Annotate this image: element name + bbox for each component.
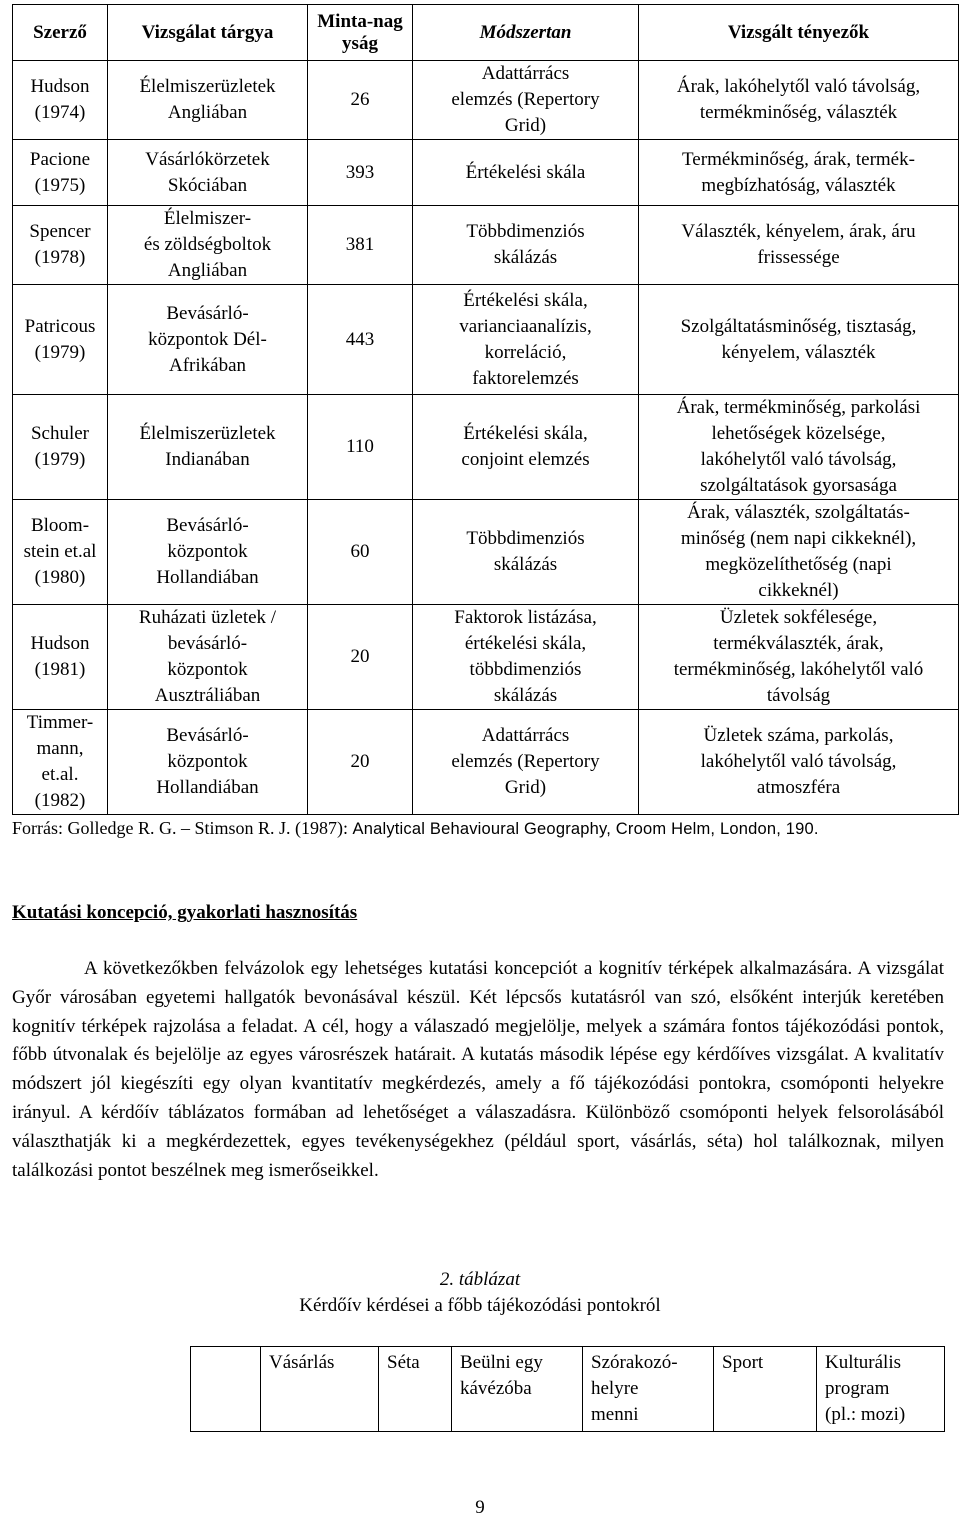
source-prefix: Forrás: Golledge R. G. – Stimson R. J. (1987): [12, 818, 353, 838]
cell-line: Élelmiszerüzletek [139, 76, 276, 97]
cell-line: Hudson [30, 76, 90, 97]
cell-line: lakóhelytől való távolság, [700, 449, 897, 470]
questionnaire-cell [817, 1347, 945, 1432]
cell-line: (1979) [34, 341, 86, 363]
cell-line: Üzletek sokfélesége, [719, 607, 878, 628]
table-row [13, 395, 959, 500]
cell-subject [108, 206, 308, 285]
cell-line: menni [591, 1404, 639, 1425]
cell-line: (1978) [34, 247, 86, 268]
cell-line: Üzletek száma, parkolás, [703, 725, 894, 746]
questionnaire-cell [379, 1347, 452, 1432]
cell-line: Hollandiában [156, 777, 259, 798]
cell-line: cikkeknél) [758, 580, 839, 601]
header-sample [308, 5, 413, 61]
cell-line: Bevásárló- [166, 515, 249, 536]
cell-line: és zöldségboltok [143, 234, 272, 255]
questionnaire-row [191, 1347, 945, 1432]
cell-sample: 20 [308, 605, 413, 710]
cell-line: (1979) [34, 449, 86, 470]
cell-line: Skóciában [167, 174, 248, 196]
cell-line: program [825, 1378, 890, 1399]
cell-subject [108, 140, 308, 206]
research-summary-table [12, 4, 959, 815]
cell-line: Élelmiszerüzletek [139, 423, 276, 444]
cell-line: Szórakozó- [591, 1352, 678, 1373]
cell-line: többdimenziós [469, 659, 582, 680]
cell-factors [639, 61, 959, 140]
cell-method [413, 285, 639, 395]
cell-line: távolság [766, 685, 831, 706]
cell-line: atmoszféra [756, 777, 841, 798]
cell-line: (1980) [34, 567, 86, 588]
cell-method [413, 206, 639, 285]
table-row [13, 500, 959, 605]
cell-sample: 60 [308, 500, 413, 605]
body-paragraph: A következőkben felvázolok egy lehetséges kutatási koncepciót a kognitív térképek alkalmazására. A vizsgálat Győr városában egyetemi hallgatók bevonásával készül. Két lépcsős kutatásról van szó, elsőként interjúk keretében kognitív térképek rajzolása a feladat. A cél, hogy a válaszadó megjelölje, melyek a számára fontos tájékozódási pontok, főbb útvonalak és bejelölje az egyes városrészek határait. A kutatás második lépése egy kérdőíves vizsgálat. A kvalitatív módszert jól kiegészíti egy olyan kvantitatív megkérdezés, amely a fő tájékozódási pontokra, csomóponti helyekre irányul. A kérdőív táblázatos formában ad lehetőséget a válaszadásra. Különböző csomóponti helyek felsorolásából választhatják ki a megkérdezettek, egyes tevékenységekhez (például sport, vásárlás, séta) hol találkoznak, milyen találkozási pontot beszélnek meg ismerőseikkel. [12, 958, 944, 1181]
header-subject: Vizsgálat tárgya [108, 5, 308, 61]
questionnaire-cell [452, 1347, 583, 1432]
cell-method [413, 500, 639, 605]
cell-sample: 443 [308, 285, 413, 395]
cell-line: Spencer [29, 221, 91, 242]
page-number: 9 [475, 1497, 485, 1518]
cell-method [413, 710, 639, 815]
cell-line: helyre [591, 1378, 639, 1399]
cell-line: Sport [722, 1352, 764, 1373]
cell-factors [639, 500, 959, 605]
table-row [13, 605, 959, 710]
questionnaire-cell [261, 1347, 379, 1432]
questionnaire-empty-cell [191, 1347, 261, 1432]
cell-line: Adattárrács [481, 725, 570, 746]
cell-line: (pl.: mozi) [825, 1404, 906, 1425]
cell-line: Értékelési skála, [463, 423, 588, 444]
cell-author [13, 395, 108, 500]
cell-line: skálázás [493, 554, 558, 575]
cell-method [413, 395, 639, 500]
cell-line: Bevásárló- [166, 302, 249, 324]
cell-line: lakóhelytől való távolság, [700, 751, 897, 772]
cell-line: (1982) [34, 790, 86, 811]
cell-line: Hollandiában [156, 567, 259, 588]
cell-line: Faktorok listázása, [454, 607, 597, 628]
cell-line: Árak, választék, szolgáltatás- [687, 502, 910, 523]
cell-subject [108, 395, 308, 500]
cell-line: kényelem, választék [721, 341, 876, 363]
cell-line: bevásárló- [167, 633, 248, 654]
cell-line: varianciaanalízis, [459, 315, 592, 337]
cell-factors [639, 605, 959, 710]
cell-line: központok [167, 751, 248, 772]
cell-line: Hudson [30, 633, 90, 654]
cell-line: Élelmiszer- [163, 208, 252, 229]
cell-line: Grid) [504, 115, 547, 136]
cell-author [13, 500, 108, 605]
cell-author [13, 206, 108, 285]
cell-line: elemzés (Repertory [451, 89, 600, 110]
cell-line: központok [167, 541, 248, 562]
cell-sample: 110 [308, 395, 413, 500]
header-factors: Vizsgált tényezők [639, 5, 959, 61]
cell-subject [108, 605, 308, 710]
cell-method [413, 605, 639, 710]
cell-author [13, 61, 108, 140]
cell-line: elemzés (Repertory [451, 751, 600, 772]
cell-line: conjoint elemzés [461, 449, 590, 470]
cell-subject [108, 500, 308, 605]
questionnaire-table [190, 1346, 945, 1432]
cell-line: lehetőségek közelsége, [711, 423, 886, 444]
header-author: Szerző [13, 5, 108, 61]
cell-line: Választék, kényelem, árak, áru [681, 221, 916, 242]
cell-line: Árak, termékminőség, parkolási [676, 397, 921, 418]
cell-line: (1975) [34, 174, 86, 196]
cell-sample: 381 [308, 206, 413, 285]
cell-line: termékválaszték, árak, [713, 633, 884, 654]
cell-line: minőség (nem napi cikkeknél), [680, 528, 917, 549]
cell-line: Bevásárló- [166, 725, 249, 746]
table-row [13, 285, 959, 395]
table-row [13, 710, 959, 815]
cell-author [13, 605, 108, 710]
table2-caption-number: 2. táblázat [439, 1269, 521, 1290]
cell-line: Indianában [165, 449, 250, 470]
cell-method [413, 61, 639, 140]
cell-line: Szolgáltatásminőség, tisztaság, [680, 315, 917, 337]
cell-line: Termékminőség, árak, termék- [682, 148, 915, 170]
cell-method [413, 140, 639, 206]
cell-line: Ausztráliában [154, 685, 261, 706]
questionnaire-cell [714, 1347, 817, 1432]
cell-line: Adattárrács [481, 63, 570, 84]
header-sample-label: Minta-nagyság [317, 10, 403, 54]
cell-line: Értékelési skála [465, 161, 586, 183]
cell-line: Bloom- [30, 515, 90, 536]
cell-subject [108, 285, 308, 395]
cell-sample: 393 [308, 140, 413, 206]
cell-line: skálázás [493, 247, 558, 268]
source-citation [12, 818, 819, 839]
cell-line: központok Dél- [148, 328, 267, 350]
table-row [13, 140, 959, 206]
cell-factors [639, 140, 959, 206]
cell-line: faktorelemzés [472, 367, 579, 389]
table-row [13, 61, 959, 140]
cell-line: Séta [387, 1352, 420, 1373]
cell-line: Vásárlás [269, 1352, 335, 1373]
table-header-row [13, 5, 959, 61]
section-title: Kutatási koncepció, gyakorlati hasznosítás [12, 902, 358, 923]
cell-line: kávézóba [460, 1378, 532, 1399]
cell-line: Értékelési skála, [463, 289, 588, 311]
cell-line: megbízhatóság, választék [701, 174, 896, 196]
cell-line: Afrikában [168, 354, 247, 376]
cell-line: termékminőség, lakóhelytől való [673, 659, 924, 680]
cell-line: szolgáltatások gyorsasága [700, 475, 897, 496]
cell-line: Grid) [504, 777, 547, 798]
cell-line: mann, [36, 738, 84, 759]
cell-line: Angliában [167, 102, 248, 123]
cell-line: megközelíthetőség (napi [705, 554, 892, 575]
cell-sample: 20 [308, 710, 413, 815]
cell-sample: 26 [308, 61, 413, 140]
cell-line: Ruházati üzletek / [138, 607, 277, 628]
cell-line: Angliában [167, 260, 248, 281]
cell-line: értékelési skála, [464, 633, 587, 654]
cell-line: termékminőség, választék [699, 102, 898, 123]
cell-line: Beülni egy [460, 1352, 543, 1373]
cell-line: Patricous [24, 315, 96, 337]
cell-factors [639, 285, 959, 395]
cell-line: Többdimenziós [466, 221, 585, 242]
source-work: Analytical Behavioural Geography, Croom Helm, London, 190. [352, 820, 819, 838]
table-row [13, 206, 959, 285]
cell-line: Árak, lakóhelytől való távolság, [676, 76, 921, 97]
cell-line: stein et.al [23, 541, 97, 562]
cell-author [13, 710, 108, 815]
cell-line: skálázás [493, 685, 558, 706]
cell-line: et.al. [41, 764, 79, 785]
cell-line: Kulturális [825, 1352, 901, 1373]
cell-subject [108, 710, 308, 815]
cell-factors [639, 206, 959, 285]
cell-factors [639, 395, 959, 500]
cell-line: frissessége [757, 247, 840, 268]
cell-author [13, 285, 108, 395]
cell-line: Timmer- [26, 712, 94, 733]
cell-line: központok [167, 659, 248, 680]
header-method: Módszertan [413, 5, 639, 61]
cell-line: Schuler [30, 423, 90, 444]
questionnaire-cell [583, 1347, 714, 1432]
table2-caption-title: Kérdőív kérdései a főbb tájékozódási pontokról [299, 1295, 661, 1316]
cell-line: korreláció, [484, 341, 567, 363]
cell-line: Többdimenziós [466, 528, 585, 549]
cell-line: Vásárlókörzetek [145, 148, 270, 170]
cell-author [13, 140, 108, 206]
cell-subject [108, 61, 308, 140]
cell-line: (1974) [34, 102, 86, 123]
cell-line: Pacione [29, 148, 91, 170]
cell-factors [639, 710, 959, 815]
cell-line: (1981) [34, 659, 86, 680]
